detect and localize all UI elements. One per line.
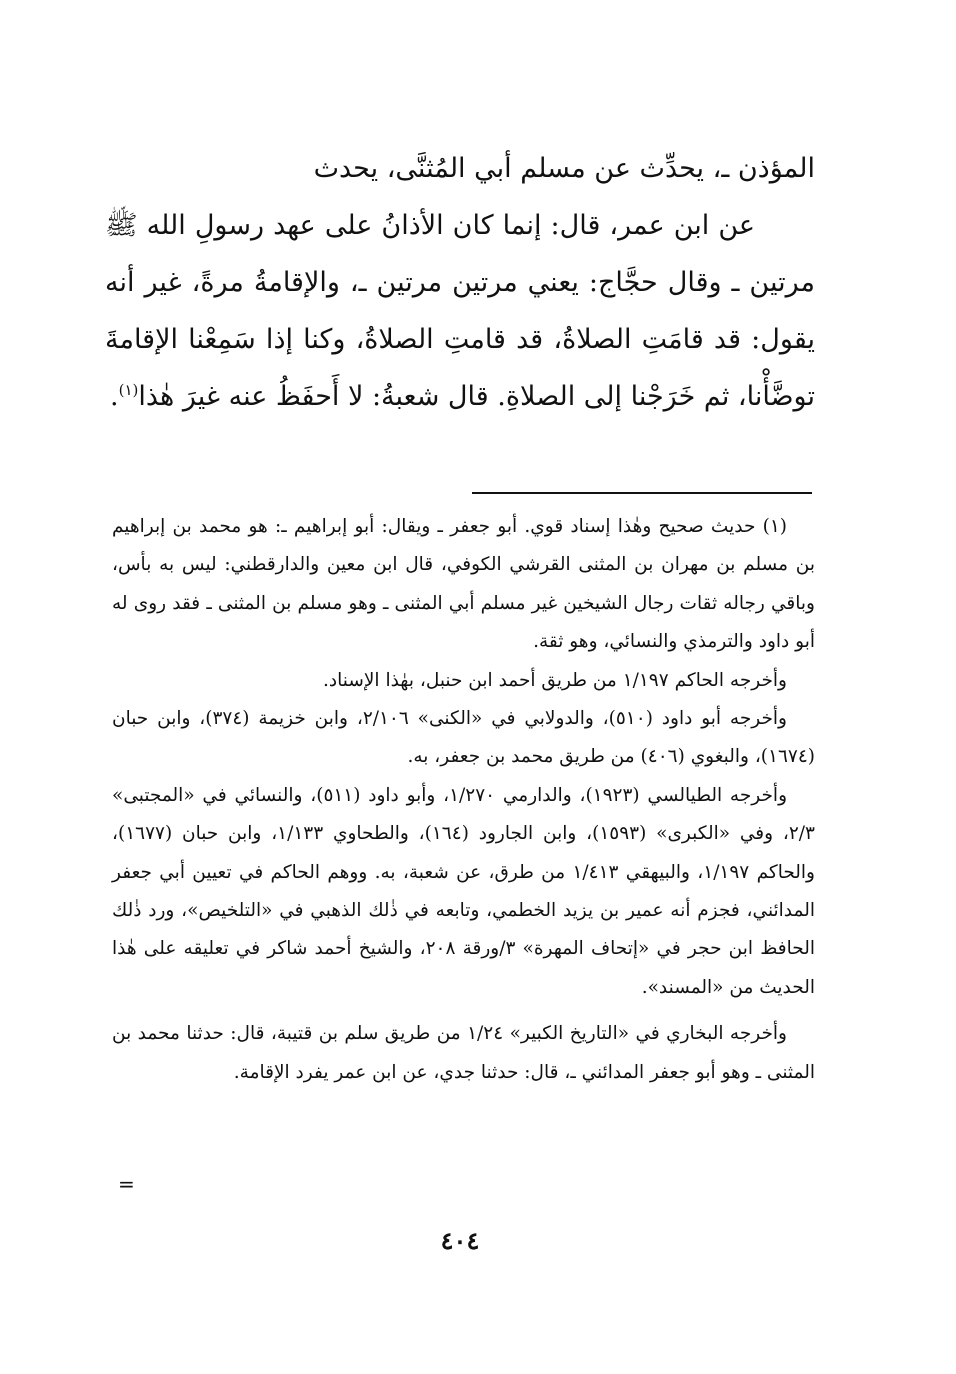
continuation-mark: = — [118, 1172, 135, 1196]
footnote-paragraph: وأخرجه الطيالسي (١٩٢٣)، والدارمي ١/٢٧٠، وأبو داود (٥١١)، والنسائي في «المجتبى» ٢/٣، وفي «الكبرى» (١٥٩٣)، وابن الجارود (١٦٤)، والطحاوي ١/١٣٣، وابن حبان (١٦٧٧)، والحاكم ١/١٩٧، والبيهقي ١/٤١٣ من طرق، عن شعبة، به. ووهم الحاكم في تعيين أبي جعفر المدائني، فجزم أنه عمير بن يزيد الخطمي، وتابعه في ذٰلك الذهبي في «التلخيص»، ورد ذٰلك الحافظ ابن حجر في «إتحاف المهرة» ٣/ورقة ٢٠٨، والشيخ أحمد شاكر في تعليقه على هٰذا الحديث من «المسند». — [112, 784, 815, 998]
footnote-paragraph: وأخرجه الحاكم ١/١٩٧ من طريق أحمد ابن حنبل، بهٰذا الإسناد. — [323, 669, 787, 691]
footnote-reference: (١) — [118, 381, 139, 399]
main-text — [105, 140, 815, 425]
footnote-paragraph: وأخرجه البخاري في «التاريخ الكبير» ١/٢٤ من طريق سلم بن قتيبة، قال: حدثنا محمد بن المثنى ـ وهو أبو جعفر المدائني ـ، قال: حدثنا جدي، عن ابن عمر يفرد الإقامة. — [112, 1023, 815, 1083]
footnote-separator-line — [472, 492, 812, 494]
footnotes-section — [112, 508, 815, 1092]
footnote-paragraph: وأخرجه أبو داود (٥١٠)، والدولابي في «الكنى» ٢/١٠٦، وابن خزيمة (٣٧٤)، وابن حبان (١٦٧٤)، والبغوي (٤٠٦) من طريق محمد بن جعفر، به. — [112, 708, 815, 768]
page-number: ٤٠٤ — [440, 1226, 480, 1255]
main-text-paragraph-2-body: عن ابن عمر، قال: إنما كان الأذانُ على عهد رسولِ الله ﷺ مرتين ـ وقال حجَّاج: يعني مرتين مرتين ـ، والإقامةُ مرةً، غير أنه يقول: قد قامَتِ الصلاةُ، قد قامتِ الصلاةُ، وكنا إذا سَمِعْنا الإقامةَ توضَّأْنا، ثم خَرَجْنا إلى الصلاةِ. قال شعبةُ: لا أَحفَظُ عنه غيرَ هٰذا — [105, 210, 815, 412]
main-text-paragraph-2 — [105, 197, 815, 425]
main-text-paragraph-1: المؤذن ـ، يحدِّث عن مسلم أبي المُثنَّى، يحدث — [313, 153, 815, 184]
footnote-paragraph: (١) حديث صحيح وهٰذا إسناد قوي. أبو جعفر ـ ويقال: أبو إبراهيم ـ: هو محمد بن إبراهيم بن مسلم بن مهران بن المثنى القرشي الكوفي، قال ابن معين والدارقطني: ليس به بأس، وباقي رجاله ثقات رجال الشيخين غير مسلم أبي المثنى ـ وهو مسلم بن المثنى ـ فقد روى له أبو داود والترمذي والنسائي، وهو ثقة. — [112, 516, 815, 653]
end-mark: . — [109, 381, 119, 412]
